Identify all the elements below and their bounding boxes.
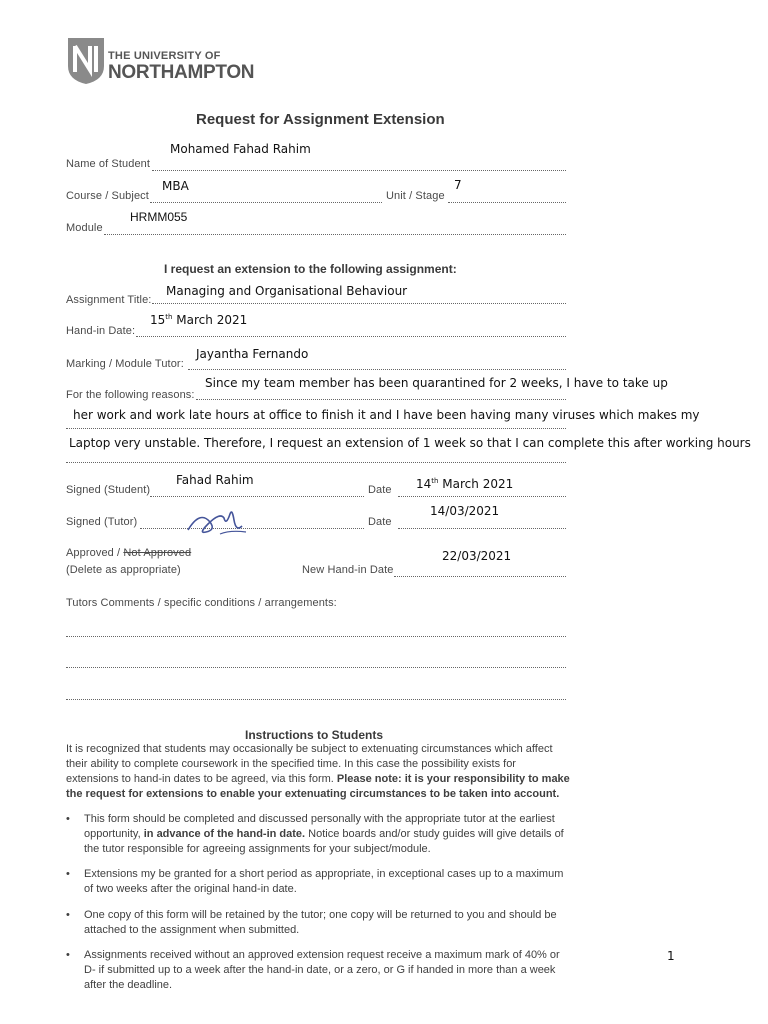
signed-student-line xyxy=(150,496,364,497)
new-handin-label: New Hand-in Date xyxy=(302,564,394,576)
handin-date-label: Hand-in Date: xyxy=(66,325,136,337)
bullet-dot-3: • xyxy=(66,909,70,921)
intro-text: It is recognized that students may occasionally be subject to extenuating circumstances which affect their ability to complete coursework in the specified time. In this case the possibility exists for extensions to hand-in dates to be agreed, via this form. xyxy=(66,743,553,785)
assignment-heading: I request an extension to the following assignment: xyxy=(164,262,457,276)
new-handin-value: 22/03/2021 xyxy=(442,549,512,563)
delete-note: (Delete as appropriate) xyxy=(66,564,181,576)
comments-line-3 xyxy=(66,699,566,700)
signed-tutor-line xyxy=(140,528,364,529)
approval-line xyxy=(66,547,191,559)
tutor-date-label: Date xyxy=(368,516,392,528)
instruction-bullet-2: Extensions my be granted for a short period as appropriate, in exceptional cases up to a maximum of two weeks after the original hand-in date. xyxy=(84,868,564,895)
handin-sup: th xyxy=(165,313,173,321)
student-date-label: Date xyxy=(368,484,392,496)
reasons-line-2 xyxy=(66,428,566,429)
unit-value: 7 xyxy=(454,178,462,192)
instructions-heading: Instructions to Students xyxy=(245,728,383,742)
handin-date-line xyxy=(136,336,566,337)
unit-label: Unit / Stage xyxy=(386,190,445,202)
module-line xyxy=(104,234,566,235)
handin-day: 15 xyxy=(150,313,166,327)
assignment-title-label: Assignment Title: xyxy=(66,294,152,306)
bullet-dot-4: • xyxy=(66,949,70,961)
bullet1-text-a: This form should be completed and discussed personally with the appropriate tutor at the earliest opportunity, xyxy=(84,813,555,840)
university-name-line2: NORTHAMPTON xyxy=(108,62,255,83)
instruction-bullet-4: Assignments received without an approved extension request receive a maximum mark of 40% or D- if submitted up to a week after the hand-in date, or a zero, or G if handed in more than a week after the deadline. xyxy=(84,949,560,991)
reason-line-3: Laptop very unstable. Therefore, I request an extension of 1 week so that I can complete this after working hours xyxy=(69,436,751,450)
instructions-intro xyxy=(66,742,570,802)
not-approved-label: Not Approved xyxy=(123,547,192,559)
northampton-shield-icon xyxy=(66,36,106,86)
handin-date-value xyxy=(150,313,247,327)
handin-rest: March 2021 xyxy=(176,313,248,327)
module-tutor-value: Jayantha Fernando xyxy=(196,347,309,361)
signed-student-label: Signed (Student) xyxy=(66,484,151,496)
form-title: Request for Assignment Extension xyxy=(196,111,445,128)
instruction-bullet-3: One copy of this form will be retained by the tutor; one copy will be returned to you and should be attached to the assignment when submitted. xyxy=(84,909,557,936)
student-date-day: 14 xyxy=(416,477,432,491)
bullet-dot-2: • xyxy=(66,868,70,880)
course-label: Course / Subject xyxy=(66,190,149,202)
tutor-date-value: 14/03/2021 xyxy=(430,504,500,518)
course-value: MBA xyxy=(162,179,189,193)
student-name-line xyxy=(152,170,566,171)
tutor-signature-drawing xyxy=(180,500,250,540)
student-name-value: Mohamed Fahad Rahim xyxy=(170,142,311,156)
tutor-comments-label: Tutors Comments / specific conditions / arrangements: xyxy=(66,597,337,609)
student-date-sup: th xyxy=(431,477,439,485)
bullet-dot-1: • xyxy=(66,813,70,825)
new-handin-line xyxy=(394,576,566,577)
student-date-value xyxy=(416,477,513,491)
university-name-line1: THE UNIVERSITY OF xyxy=(108,50,221,62)
course-line xyxy=(150,202,382,203)
reasons-label: For the following reasons: xyxy=(66,389,195,401)
signed-tutor-label: Signed (Tutor) xyxy=(66,516,138,528)
module-value: HRMM055 xyxy=(130,210,188,224)
handwritten-signature-icon xyxy=(180,500,250,540)
assignment-title-value: Managing and Organisational Behaviour xyxy=(166,284,408,298)
unit-line xyxy=(448,202,566,203)
comments-line-2 xyxy=(66,667,566,668)
reason-line-1: Since my team member has been quarantined for 2 weeks, I have to take up xyxy=(205,376,668,390)
student-signature-value: Fahad Rahim xyxy=(176,473,254,487)
university-logo xyxy=(66,36,106,86)
reason-line-2: her work and work late hours at office to finish it and I have been having many viruses which makes my xyxy=(73,408,700,422)
reasons-line-1 xyxy=(196,399,566,400)
student-date-line xyxy=(398,496,566,497)
reasons-line-3 xyxy=(66,462,566,463)
intro-bold-text: Please note: it is your responsibility to make the request for extensions to enable your extenuating circumstances to be taken into account. xyxy=(66,773,570,800)
comments-line-1 xyxy=(66,636,566,637)
tutor-date-line xyxy=(398,528,566,529)
student-name-label: Name of Student xyxy=(66,158,151,170)
bullet1-text-b: Notice boards and/or study guides will give details of the tutor responsible for agreeing assignments for your subject/module. xyxy=(84,828,564,855)
page-number: 1 xyxy=(667,949,675,963)
module-tutor-line xyxy=(188,369,566,370)
instruction-bullet-1 xyxy=(84,812,570,857)
module-label: Module xyxy=(66,222,103,234)
module-tutor-label: Marking / Module Tutor: xyxy=(66,358,184,370)
student-date-rest: March 2021 xyxy=(442,477,514,491)
bullet1-bold: in advance of the hand-in date. xyxy=(143,828,306,840)
assignment-title-line xyxy=(152,303,566,304)
approved-label: Approved / xyxy=(66,547,121,559)
